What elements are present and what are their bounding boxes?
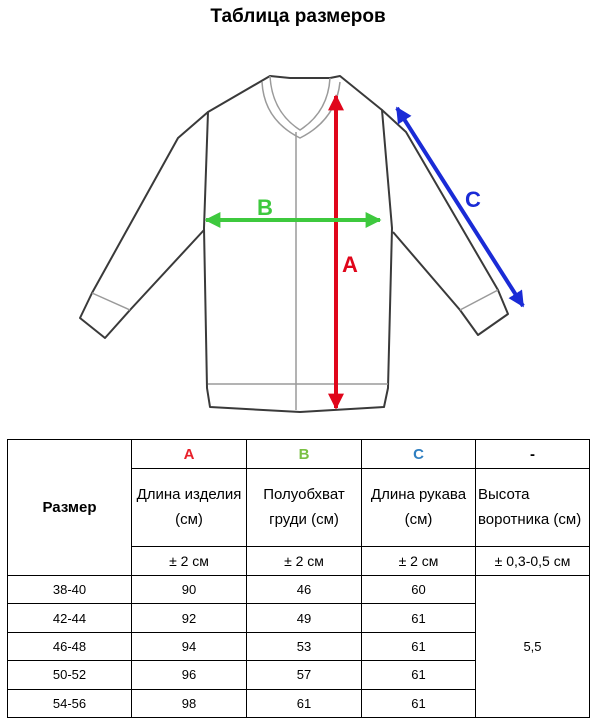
column-name-length: Длина изделия (см): [132, 469, 247, 546]
column-name-chest: Полуобхват груди (см): [247, 469, 362, 546]
column-letter-c: C: [362, 440, 476, 469]
size-cell: 46-48: [8, 632, 132, 660]
size-column-header: Размер: [8, 440, 132, 576]
measure-c-label: C: [465, 187, 481, 212]
sleeve-cell: 61: [362, 604, 476, 632]
chest-cell: 57: [247, 661, 362, 689]
length-cell: 90: [132, 575, 247, 603]
sleeve-cell: 61: [362, 632, 476, 660]
tolerance-sleeve: ± 2 см: [362, 546, 476, 575]
sleeve-cell: 60: [362, 575, 476, 603]
length-cell: 96: [132, 661, 247, 689]
column-name-sleeve: Длина рукава (см): [362, 469, 476, 546]
jacket-seams: [92, 76, 498, 410]
size-cell: 38-40: [8, 575, 132, 603]
tolerance-chest: ± 2 см: [247, 546, 362, 575]
jacket-diagram: [0, 60, 596, 430]
table-row: [8, 575, 590, 603]
tolerance-collar: ± 0,3-0,5 см: [476, 546, 590, 575]
chest-cell: 53: [247, 632, 362, 660]
length-cell: 94: [132, 632, 247, 660]
size-cell: 50-52: [8, 661, 132, 689]
page-title: Таблица размеров: [210, 6, 386, 27]
chest-cell: 46: [247, 575, 362, 603]
sleeve-cell: 61: [362, 689, 476, 717]
column-letter-b: B: [247, 440, 362, 469]
tolerance-length: ± 2 см: [132, 546, 247, 575]
measure-b-label: B: [257, 195, 273, 220]
measure-c-arrow: [397, 108, 523, 306]
chest-cell: 49: [247, 604, 362, 632]
measure-a-label: A: [342, 252, 358, 277]
length-cell: 98: [132, 689, 247, 717]
chest-cell: 61: [247, 689, 362, 717]
size-cell: 54-56: [8, 689, 132, 717]
sleeve-cell: 61: [362, 661, 476, 689]
collar-cell: 5,5: [476, 575, 590, 717]
size-cell: 42-44: [8, 604, 132, 632]
column-letter-collar: -: [476, 440, 590, 469]
column-name-collar: Высота воротника (см): [476, 469, 590, 546]
letter-row: [8, 440, 590, 469]
size-table: [7, 439, 590, 718]
length-cell: 92: [132, 604, 247, 632]
column-letter-a: A: [132, 440, 247, 469]
